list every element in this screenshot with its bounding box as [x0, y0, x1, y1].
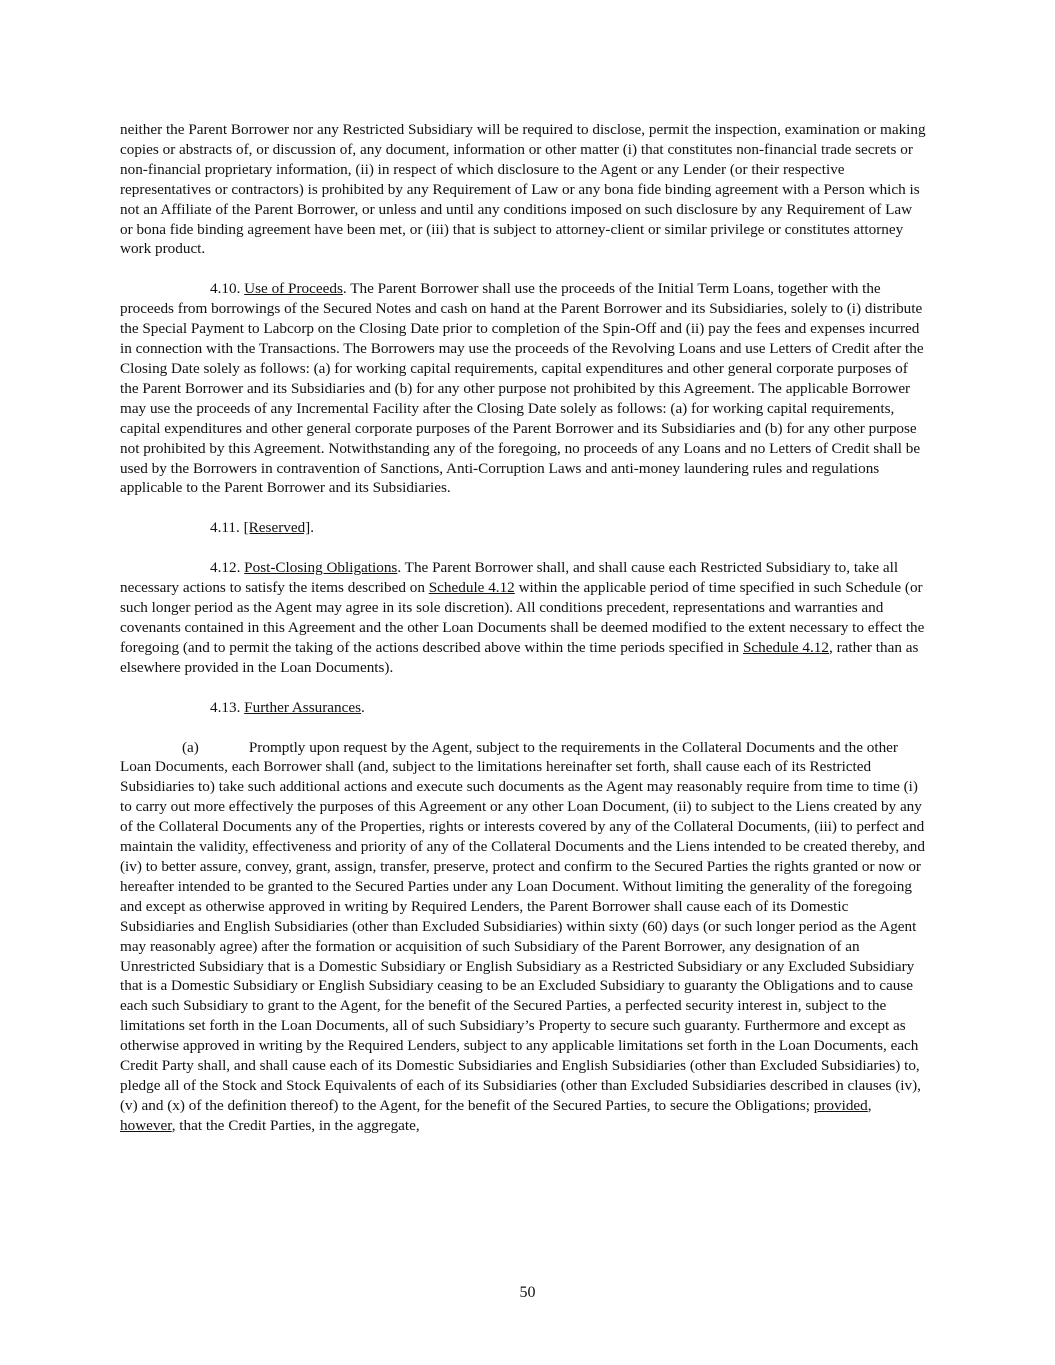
section-4-11 — [120, 518, 926, 538]
document-page — [120, 120, 926, 1136]
section-4-12 — [120, 558, 926, 677]
section-title: Use of Proceeds — [244, 280, 343, 298]
section-number: 4.11. — [210, 519, 240, 537]
section-body: within the applicable period of time specified in such Schedule (or such longer period as the Agent may agree in its sole discretion). All conditions precedent, representations and warranties and covenants contained in this Agreement and the other Loan Documents shall be deemed modified to the extent necessary to effect the foregoing (and to permit the taking of the actions described above within the time periods specified in — [120, 579, 925, 656]
page-number: 50 — [519, 1284, 536, 1301]
section-punct: . — [310, 519, 315, 537]
clause-punct: , — [867, 1096, 872, 1114]
clause-body-tail: , that the Credit Parties, in the aggregate, — [171, 1116, 420, 1134]
paragraph-continuation: neither the Parent Borrower nor any Restricted Subsidiary will be required to disclose, permit the inspection, examination or making copies or abstracts of, or discussion of, any document, information or other matter (i) that constitutes non-financial trade secrets or non-financial proprietary information, (ii) in respect of which disclosure to the Agent or any Lender (or their respective representatives or contractors) is prohibited by any Requirement of Law or any bona fide binding agreement with a Person which is not an Affiliate of the Parent Borrower, or unless and until any conditions imposed on such disclosure by any Requirement of Law or bona fide binding agreement have been met, or (iii) that is subject to attorney-client or similar privilege or constitutes attorney work product. — [120, 121, 926, 258]
section-4-10 — [120, 279, 926, 498]
section-body: , rather than as elsewhere provided in the Loan Documents). — [120, 638, 919, 676]
section-number: 4.13. — [210, 698, 241, 716]
section-4-13-a — [120, 738, 926, 1136]
section-number: 4.12. — [210, 559, 241, 577]
schedule-reference: Schedule 4.12 — [428, 579, 515, 597]
section-4-13 — [120, 698, 926, 718]
section-title: [Reserved] — [243, 519, 311, 537]
section-body: . The Parent Borrower shall use the proceeds of the Initial Term Loans, together with the proceeds from borrowings of the Secured Notes and cash on hand at the Parent Borrower and its Subsidiaries, solely to (i) distribute the Special Payment to Labcorp on the Closing Date prior to completion of the Spin-Off and (ii) pay the fees and expenses incurred in connection with the Transactions. The Borrowers may use the proceeds of the Revolving Loans and use Letters of Credit after the Closing Date solely as follows: (a) for working capital requirements, capital expenditures and other general corporate purposes of the Parent Borrower and its Subsidiaries and (b) for any other purpose not prohibited by this Agreement. The applicable Borrower may use the proceeds of any Incremental Facility after the Closing Date solely as follows: (a) for working capital requirements, capital expenditures and other general corporate purposes of the Parent Borrower and its Subsidiaries and (b) for any other purpose not prohibited by this Agreement. Notwithstanding any of the foregoing, no proceeds of any Loans and no Letters of Credit shall be used by the Borrowers in contravention of Sanctions, Anti-Corruption Laws and anti-money laundering rules and regulations applicable to the Parent Borrower and its Subsidiaries. — [120, 280, 924, 497]
section-body: . The Parent Borrower shall, and shall cause each Restricted Subsidiary to, take all necessary actions to satisfy the items described on — [120, 559, 899, 597]
section-title: Further Assurances — [244, 698, 362, 716]
term-however: however — [120, 1116, 172, 1134]
schedule-reference: Schedule 4.12 — [742, 638, 829, 656]
clause-body: Promptly upon request by the Agent, subject to the requirements in the Collateral Documents and the other Loan Documents, each Borrower shall (and, subject to the limitations hereinafter set forth, shall cause each of its Restricted Subsidiaries to) take such additional actions and execute such documents as the Agent may reasonably require from time to time (i) to carry out more effectively the purposes of this Agreement or any other Loan Document, (ii) to subject to the Liens created by any of the Collateral Documents any of the Properties, rights or interests covered by any of the Collateral Documents, (iii) to perfect and maintain the validity, effectiveness and priority of any of the Collateral Documents and the Liens intended to be created thereby, and (iv) to better assure, convey, grant, assign, transfer, preserve, protect and confirm to the Secured Parties the rights granted or now or hereafter intended to be granted to the Secured Parties under any Loan Document. Without limiting the generality of the foregoing and except as otherwise approved in writing by Required Lenders, the Parent Borrower shall cause each of its Domestic Subsidiaries and English Subsidiaries (other than Excluded Subsidiaries) within sixty (60) days (or such longer period as the Agent may reasonably agree) after the formation or acquisition of such Subsidiary of the Parent Borrower, any designation of an Unrestricted Subsidiary that is a Domestic Subsidiary or English Subsidiary as a Restricted Subsidiary or any Excluded Subsidiary that is a Domestic Subsidiary or English Subsidiary ceasing to be an Excluded Subsidiary to guaranty the Obligations and to cause each such Subsidiary to grant to the Agent, for the benefit of the Secured Parties, a perfected security interest in, subject to the limitations set forth in the Loan Documents, all of such Subsidiary’s Property to secure such guaranty. Furthermore and except as otherwise approved in writing by the Required Lenders, subject to any applicable limitations set forth in the Loan Documents, each Credit Party shall, and shall cause each of its Domestic Subsidiaries and English Subsidiaries (other than Excluded Subsidiaries) to, pledge all of the Stock and Stock Equivalents of each of its Subsidiaries (other than Excluded Subsidiaries described in clauses (iv), (v) and (x) of the definition thereof) to the Agent, for the benefit of the Secured Parties, to secure the Obligations; — [120, 738, 925, 1114]
section-number: 4.10. — [210, 280, 241, 298]
term-provided: provided — [813, 1096, 868, 1114]
clause-label: (a) — [182, 738, 199, 756]
section-title: Post-Closing Obligations — [244, 559, 398, 577]
section-punct: . — [361, 698, 365, 716]
